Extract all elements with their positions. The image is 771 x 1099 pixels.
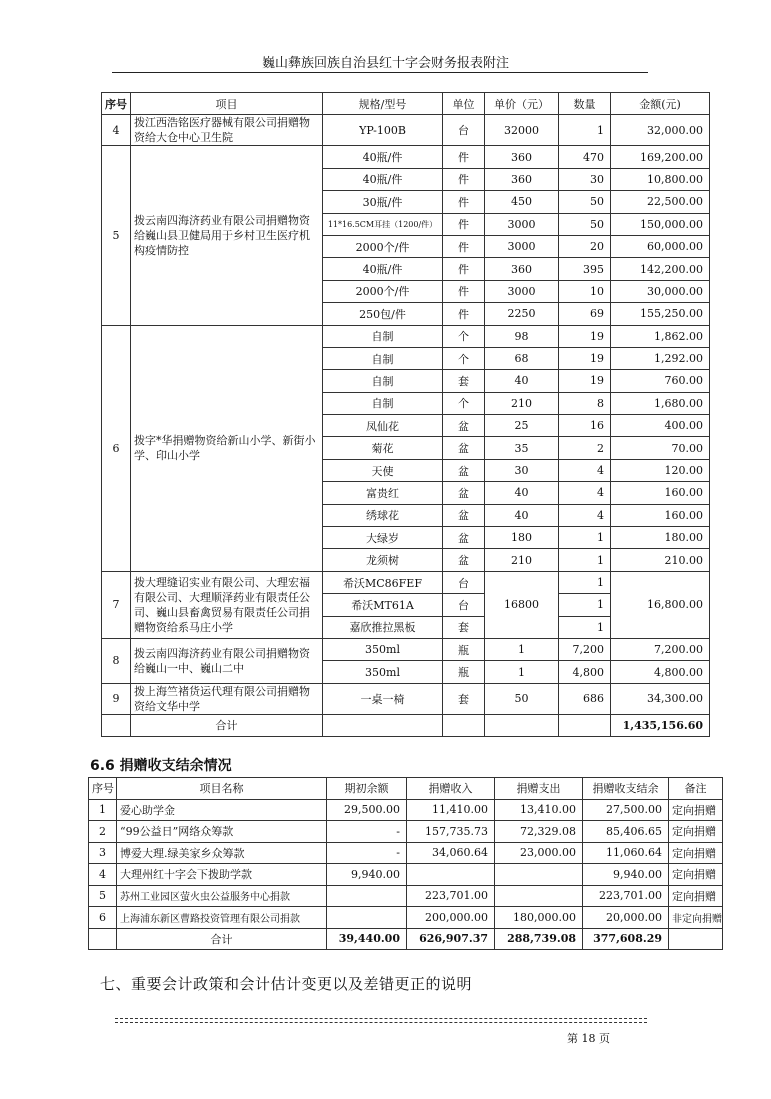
row-name: 大理州红十字会下拨助学款 <box>117 864 327 886</box>
row-price: 360 <box>485 168 559 190</box>
table-row <box>89 821 723 843</box>
row-balance: 9,940.00 <box>583 864 669 886</box>
row-qty: 10 <box>559 280 611 302</box>
col-header-note: 备注 <box>669 778 723 800</box>
row-unit: 套 <box>443 683 485 714</box>
row-amount: 32,000.00 <box>611 115 710 146</box>
total-row <box>89 928 723 950</box>
row-unit: 瓶 <box>443 638 485 660</box>
row-spec: 350ml <box>323 638 443 660</box>
row-note: 定向捐赠 <box>669 842 723 864</box>
row-spec: 250包/件 <box>323 303 443 325</box>
row-unit: 盆 <box>443 459 485 481</box>
row-qty: 4 <box>559 459 611 481</box>
row-amount: 150,000.00 <box>611 213 710 235</box>
col-header-unit: 单位 <box>443 93 485 115</box>
row-qty: 20 <box>559 235 611 257</box>
row-qty: 4,800 <box>559 661 611 683</box>
row-income: 200,000.00 <box>407 907 495 929</box>
col-header-spec: 规格/型号 <box>323 93 443 115</box>
row-expense: 180,000.00 <box>495 907 583 929</box>
total-balance: 377,608.29 <box>583 928 669 950</box>
table-header-row <box>102 93 710 115</box>
table-row <box>102 325 710 347</box>
row-unit: 件 <box>443 213 485 235</box>
row-unit: 盆 <box>443 504 485 526</box>
row-unit: 盆 <box>443 549 485 571</box>
col-header-income: 捐赠收入 <box>407 778 495 800</box>
row-unit: 台 <box>443 571 485 593</box>
row-price: 1 <box>485 638 559 660</box>
row-spec: 40瓶/件 <box>323 258 443 280</box>
row-price: 360 <box>485 146 559 168</box>
row-qty: 19 <box>559 325 611 347</box>
row-balance: 11,060.64 <box>583 842 669 864</box>
row-opening: 9,940.00 <box>327 864 407 886</box>
row-no: 5 <box>102 146 131 325</box>
row-expense: 13,410.00 <box>495 799 583 821</box>
row-price: 50 <box>485 683 559 714</box>
row-qty: 69 <box>559 303 611 325</box>
row-no: 3 <box>89 842 117 864</box>
row-item: 拨上海竺褚货运代理有限公司捐赠物资给文华中学 <box>131 683 323 714</box>
footer-rule <box>115 1022 647 1023</box>
row-unit: 件 <box>443 168 485 190</box>
row-unit: 个 <box>443 392 485 414</box>
row-expense: 72,329.08 <box>495 821 583 843</box>
row-note: 定向捐赠 <box>669 885 723 907</box>
row-spec: 嘉欣推拉黑板 <box>323 616 443 638</box>
col-header-no: 序号 <box>89 778 117 800</box>
row-expense <box>495 864 583 886</box>
header-rule <box>112 72 648 73</box>
row-no: 9 <box>102 683 131 714</box>
row-unit: 盆 <box>443 415 485 437</box>
row-price: 450 <box>485 191 559 213</box>
page-header: 巍山彝族回族自治县红十字会财务报表附注 <box>261 56 509 71</box>
row-amount: 760.00 <box>611 370 710 392</box>
col-header-name: 项目名称 <box>117 778 327 800</box>
row-amount: 120.00 <box>611 459 710 481</box>
row-no: 5 <box>89 885 117 907</box>
row-qty: 2 <box>559 437 611 459</box>
row-note: 定向捐赠 <box>669 821 723 843</box>
total-empty-cell <box>669 928 723 950</box>
table-row <box>102 146 710 168</box>
total-empty-cell <box>485 714 559 736</box>
row-price: 25 <box>485 415 559 437</box>
total-empty-cell <box>102 714 131 736</box>
row-spec: 40瓶/件 <box>323 146 443 168</box>
table-row <box>89 842 723 864</box>
row-qty: 1 <box>559 594 611 616</box>
row-qty: 19 <box>559 347 611 369</box>
table-row <box>89 864 723 886</box>
row-qty: 8 <box>559 392 611 414</box>
row-balance: 20,000.00 <box>583 907 669 929</box>
col-header-expense: 捐赠支出 <box>495 778 583 800</box>
table-row <box>89 885 723 907</box>
row-qty: 4 <box>559 504 611 526</box>
row-amount: 70.00 <box>611 437 710 459</box>
row-name: 爱心助学金 <box>117 799 327 821</box>
row-spec: 一桌一椅 <box>323 683 443 714</box>
row-balance: 27,500.00 <box>583 799 669 821</box>
row-spec: 菊花 <box>323 437 443 459</box>
row-note: 非定向捐赠 <box>669 907 723 929</box>
row-unit: 件 <box>443 235 485 257</box>
row-spec: 希沃MC86FEF <box>323 571 443 593</box>
row-spec: 天使 <box>323 459 443 481</box>
row-no: 6 <box>89 907 117 929</box>
row-unit: 套 <box>443 616 485 638</box>
total-label: 合计 <box>117 928 327 950</box>
row-amount: 169,200.00 <box>611 146 710 168</box>
donated-goods-table <box>101 92 710 737</box>
row-name: “99公益日”网络众筹款 <box>117 821 327 843</box>
row-spec: 11*16.5CM耳挂（1200/件） <box>323 213 443 235</box>
total-label: 合计 <box>131 714 323 736</box>
row-amount: 10,800.00 <box>611 168 710 190</box>
row-unit: 盆 <box>443 437 485 459</box>
row-price: 68 <box>485 347 559 369</box>
row-price: 3000 <box>485 213 559 235</box>
row-qty: 1 <box>559 616 611 638</box>
row-qty: 686 <box>559 683 611 714</box>
row-unit: 个 <box>443 325 485 347</box>
row-qty: 50 <box>559 191 611 213</box>
table-header-row <box>89 778 723 800</box>
row-name: 上海浦东新区曹路投资管理有限公司捐款 <box>117 907 327 929</box>
section-title: 七、重要会计政策和会计估计变更以及差错更正的说明 <box>100 975 473 993</box>
row-price: 16800 <box>485 571 559 638</box>
row-spec: 自制 <box>323 325 443 347</box>
row-price: 180 <box>485 527 559 549</box>
row-unit: 台 <box>443 594 485 616</box>
table-row <box>102 115 710 146</box>
row-amount: 60,000.00 <box>611 235 710 257</box>
row-no: 7 <box>102 571 131 638</box>
total-opening: 39,440.00 <box>327 928 407 950</box>
row-unit: 件 <box>443 191 485 213</box>
row-spec: 绣球花 <box>323 504 443 526</box>
row-unit: 件 <box>443 258 485 280</box>
row-qty: 470 <box>559 146 611 168</box>
row-unit: 个 <box>443 347 485 369</box>
row-unit: 盆 <box>443 527 485 549</box>
row-unit: 件 <box>443 303 485 325</box>
row-amount: 142,200.00 <box>611 258 710 280</box>
row-amount: 16,800.00 <box>611 571 710 638</box>
total-empty-cell <box>89 928 117 950</box>
row-price: 3000 <box>485 235 559 257</box>
row-price: 40 <box>485 370 559 392</box>
total-empty-cell <box>559 714 611 736</box>
row-unit: 台 <box>443 115 485 146</box>
row-expense: 23,000.00 <box>495 842 583 864</box>
row-no: 8 <box>102 638 131 683</box>
row-expense <box>495 885 583 907</box>
row-spec: YP-100B <box>323 115 443 146</box>
row-unit: 瓶 <box>443 661 485 683</box>
row-amount: 210.00 <box>611 549 710 571</box>
row-no: 1 <box>89 799 117 821</box>
row-amount: 4,800.00 <box>611 661 710 683</box>
row-spec: 2000个/件 <box>323 280 443 302</box>
col-header-qty: 数量 <box>559 93 611 115</box>
row-price: 2250 <box>485 303 559 325</box>
row-balance: 85,406.65 <box>583 821 669 843</box>
row-amount: 400.00 <box>611 415 710 437</box>
row-price: 35 <box>485 437 559 459</box>
row-income: 157,735.73 <box>407 821 495 843</box>
row-qty: 4 <box>559 482 611 504</box>
row-price: 40 <box>485 482 559 504</box>
row-spec: 350ml <box>323 661 443 683</box>
row-unit: 件 <box>443 146 485 168</box>
row-income: 11,410.00 <box>407 799 495 821</box>
total-row <box>102 714 710 736</box>
row-spec: 希沃MT61A <box>323 594 443 616</box>
row-note: 定向捐赠 <box>669 864 723 886</box>
section-title: 6.6 捐赠收支结余情况 <box>90 758 232 774</box>
row-name: 苏州工业园区萤火虫公益服务中心捐款 <box>117 885 327 907</box>
page-number: 第 18 页 <box>567 1032 610 1045</box>
row-amount: 22,500.00 <box>611 191 710 213</box>
col-header-balance: 捐赠收支结余 <box>583 778 669 800</box>
row-amount: 34,300.00 <box>611 683 710 714</box>
row-amount: 1,862.00 <box>611 325 710 347</box>
row-spec: 2000个/件 <box>323 235 443 257</box>
row-price: 1 <box>485 661 559 683</box>
row-qty: 1 <box>559 571 611 593</box>
row-opening <box>327 885 407 907</box>
row-qty: 1 <box>559 549 611 571</box>
row-opening: 29,500.00 <box>327 799 407 821</box>
row-item: 拨大理缝诏实业有限公司、大理宏福有限公司、大理顺泽药业有限责任公司、巍山县畜禽贸易有限责任公司捐赠物资给系马庄小学 <box>131 571 323 638</box>
row-spec: 龙须树 <box>323 549 443 571</box>
donation-balance-table <box>88 777 723 950</box>
col-header-price: 单价（元） <box>485 93 559 115</box>
row-spec: 自制 <box>323 370 443 392</box>
footer-rule <box>115 1018 647 1019</box>
total-amount: 1,435,156.60 <box>611 714 710 736</box>
row-opening: - <box>327 821 407 843</box>
col-header-opening: 期初余额 <box>327 778 407 800</box>
row-income: 223,701.00 <box>407 885 495 907</box>
row-amount: 1,680.00 <box>611 392 710 414</box>
table-row <box>102 571 710 593</box>
row-amount: 155,250.00 <box>611 303 710 325</box>
table-row <box>102 638 710 660</box>
row-qty: 19 <box>559 370 611 392</box>
row-spec: 凤仙花 <box>323 415 443 437</box>
total-empty-cell <box>443 714 485 736</box>
row-spec: 自制 <box>323 347 443 369</box>
row-price: 32000 <box>485 115 559 146</box>
row-price: 360 <box>485 258 559 280</box>
row-amount: 160.00 <box>611 482 710 504</box>
row-price: 30 <box>485 459 559 481</box>
row-qty: 1 <box>559 527 611 549</box>
row-opening: - <box>327 842 407 864</box>
row-amount: 30,000.00 <box>611 280 710 302</box>
total-empty-cell <box>323 714 443 736</box>
table-row <box>102 683 710 714</box>
row-qty: 7,200 <box>559 638 611 660</box>
row-spec: 富贵红 <box>323 482 443 504</box>
row-no: 4 <box>89 864 117 886</box>
col-header-no: 序号 <box>102 93 131 115</box>
row-amount: 1,292.00 <box>611 347 710 369</box>
row-amount: 160.00 <box>611 504 710 526</box>
row-balance: 223,701.00 <box>583 885 669 907</box>
row-spec: 自制 <box>323 392 443 414</box>
row-qty: 30 <box>559 168 611 190</box>
col-header-amount: 金额(元) <box>611 93 710 115</box>
row-spec: 40瓶/件 <box>323 168 443 190</box>
row-no: 2 <box>89 821 117 843</box>
row-income <box>407 864 495 886</box>
col-header-item: 项目 <box>131 93 323 115</box>
row-item: 拨江西浩铭医疗器械有限公司捐赠物资给大仓中心卫生院 <box>131 115 323 146</box>
row-price: 210 <box>485 549 559 571</box>
row-qty: 16 <box>559 415 611 437</box>
row-qty: 1 <box>559 115 611 146</box>
row-income: 34,060.64 <box>407 842 495 864</box>
row-unit: 盆 <box>443 482 485 504</box>
row-qty: 395 <box>559 258 611 280</box>
row-note: 定向捐赠 <box>669 799 723 821</box>
total-expense: 288,739.08 <box>495 928 583 950</box>
row-qty: 50 <box>559 213 611 235</box>
row-price: 40 <box>485 504 559 526</box>
table-row <box>89 907 723 929</box>
row-amount: 7,200.00 <box>611 638 710 660</box>
row-item: 拨云南四海济药业有限公司捐赠物资给巍山县卫健局用于乡村卫生医疗机构疫情防控 <box>131 146 323 325</box>
row-no: 4 <box>102 115 131 146</box>
row-spec: 30瓶/件 <box>323 191 443 213</box>
row-opening <box>327 907 407 929</box>
row-price: 98 <box>485 325 559 347</box>
row-price: 3000 <box>485 280 559 302</box>
row-name: 博爱大理.绿美家乡众筹款 <box>117 842 327 864</box>
row-item: 拨字*华捐赠物资给新山小学、新街小学、印山小学 <box>131 325 323 571</box>
total-income: 626,907.37 <box>407 928 495 950</box>
row-unit: 件 <box>443 280 485 302</box>
row-price: 210 <box>485 392 559 414</box>
row-unit: 套 <box>443 370 485 392</box>
row-item: 拨云南四海济药业有限公司捐赠物资给巍山一中、巍山二中 <box>131 638 323 683</box>
row-no: 6 <box>102 325 131 571</box>
row-spec: 大绿岁 <box>323 527 443 549</box>
row-amount: 180.00 <box>611 527 710 549</box>
table-row <box>89 799 723 821</box>
